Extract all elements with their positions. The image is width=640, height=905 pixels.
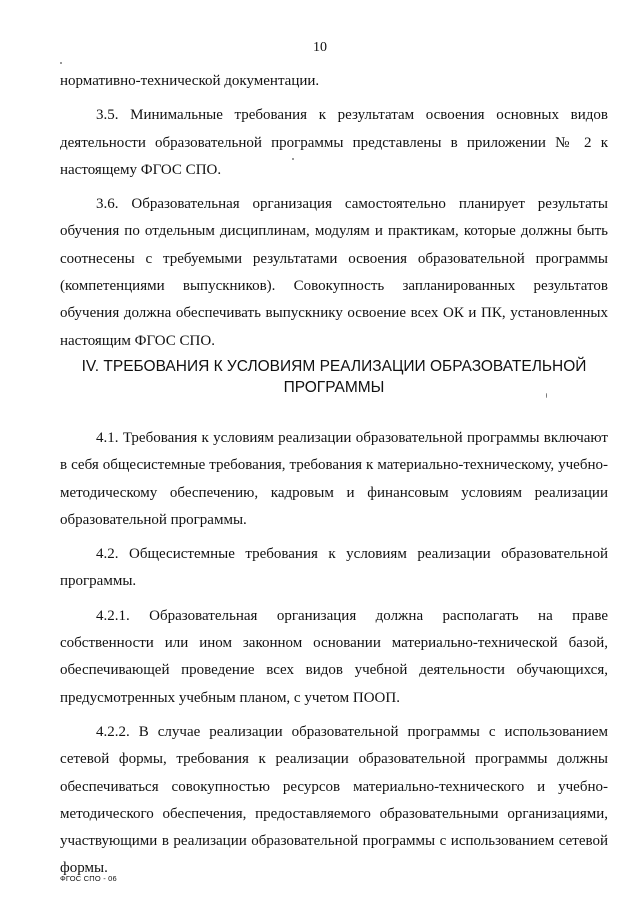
page-number: 10 bbox=[313, 40, 327, 55]
paragraph-3-6: 3.6. Образовательная организация самостоятельно планирует результаты обучения по отдельным дисциплинам, модулям и практикам, которые должны быть соотнесены с требуемыми результатами освоения образовательной программы (компетенциями выпускников). Совокупность запланированных результатов обучения должна обеспечивать выпускнику освоение всех ОК и ПК, установленных настоящим ФГОС СПО. bbox=[60, 196, 608, 349]
section-heading bbox=[60, 356, 608, 398]
paragraph-3-5: 3.5. Минимальные требования к результатам освоения основных видов деятельности образовательной программы представлены в приложении № 2 к настоящему ФГОС СПО. bbox=[60, 107, 608, 178]
footer-document-code: ФГОС СПО - 06 bbox=[60, 874, 117, 883]
paragraph-4-2: 4.2. Общесистемные требования к условиям реализации образовательной программы. bbox=[60, 546, 608, 590]
paragraph-4-2-2: 4.2.2. В случае реализации образовательной программы с использованием сетевой формы, требования к реализации образовательной программы должны обеспечиваться совокупностью ресурсов материально-технического и учебно-методического обеспечения, предоставляемого образовательными организациями, участвующими в реализации образовательной программы с использованием сетевой формы. bbox=[60, 723, 608, 877]
body-text-bottom bbox=[60, 425, 608, 890]
paragraph-4-2-1: 4.2.1. Образовательная организация должна располагать на праве собственности или ином законном основании материально-технической базой, обеспечивающей проведение всех видов учебной деятельности обучающихся, предусмотренных учебным планом, с учетом ПООП. bbox=[60, 607, 608, 706]
paragraph-continuation: нормативно-технической документации. bbox=[60, 73, 320, 89]
body-text-top bbox=[60, 68, 608, 362]
section-heading-line-1: IV. ТРЕБОВАНИЯ К УСЛОВИЯМ РЕАЛИЗАЦИИ ОБРАЗОВАТЕЛЬНОЙ bbox=[81, 358, 587, 375]
paragraph-4-1: 4.1. Требования к условиям реализации образовательной программы включают в себя общесистемные требования, требования к материально-техническому, учебно-методическому обеспечению, кадровым и финансовым условиям реализации образовательной программы. bbox=[60, 430, 608, 528]
scan-speck bbox=[60, 62, 62, 64]
section-heading-line-2: ПРОГРАММЫ bbox=[283, 379, 385, 396]
